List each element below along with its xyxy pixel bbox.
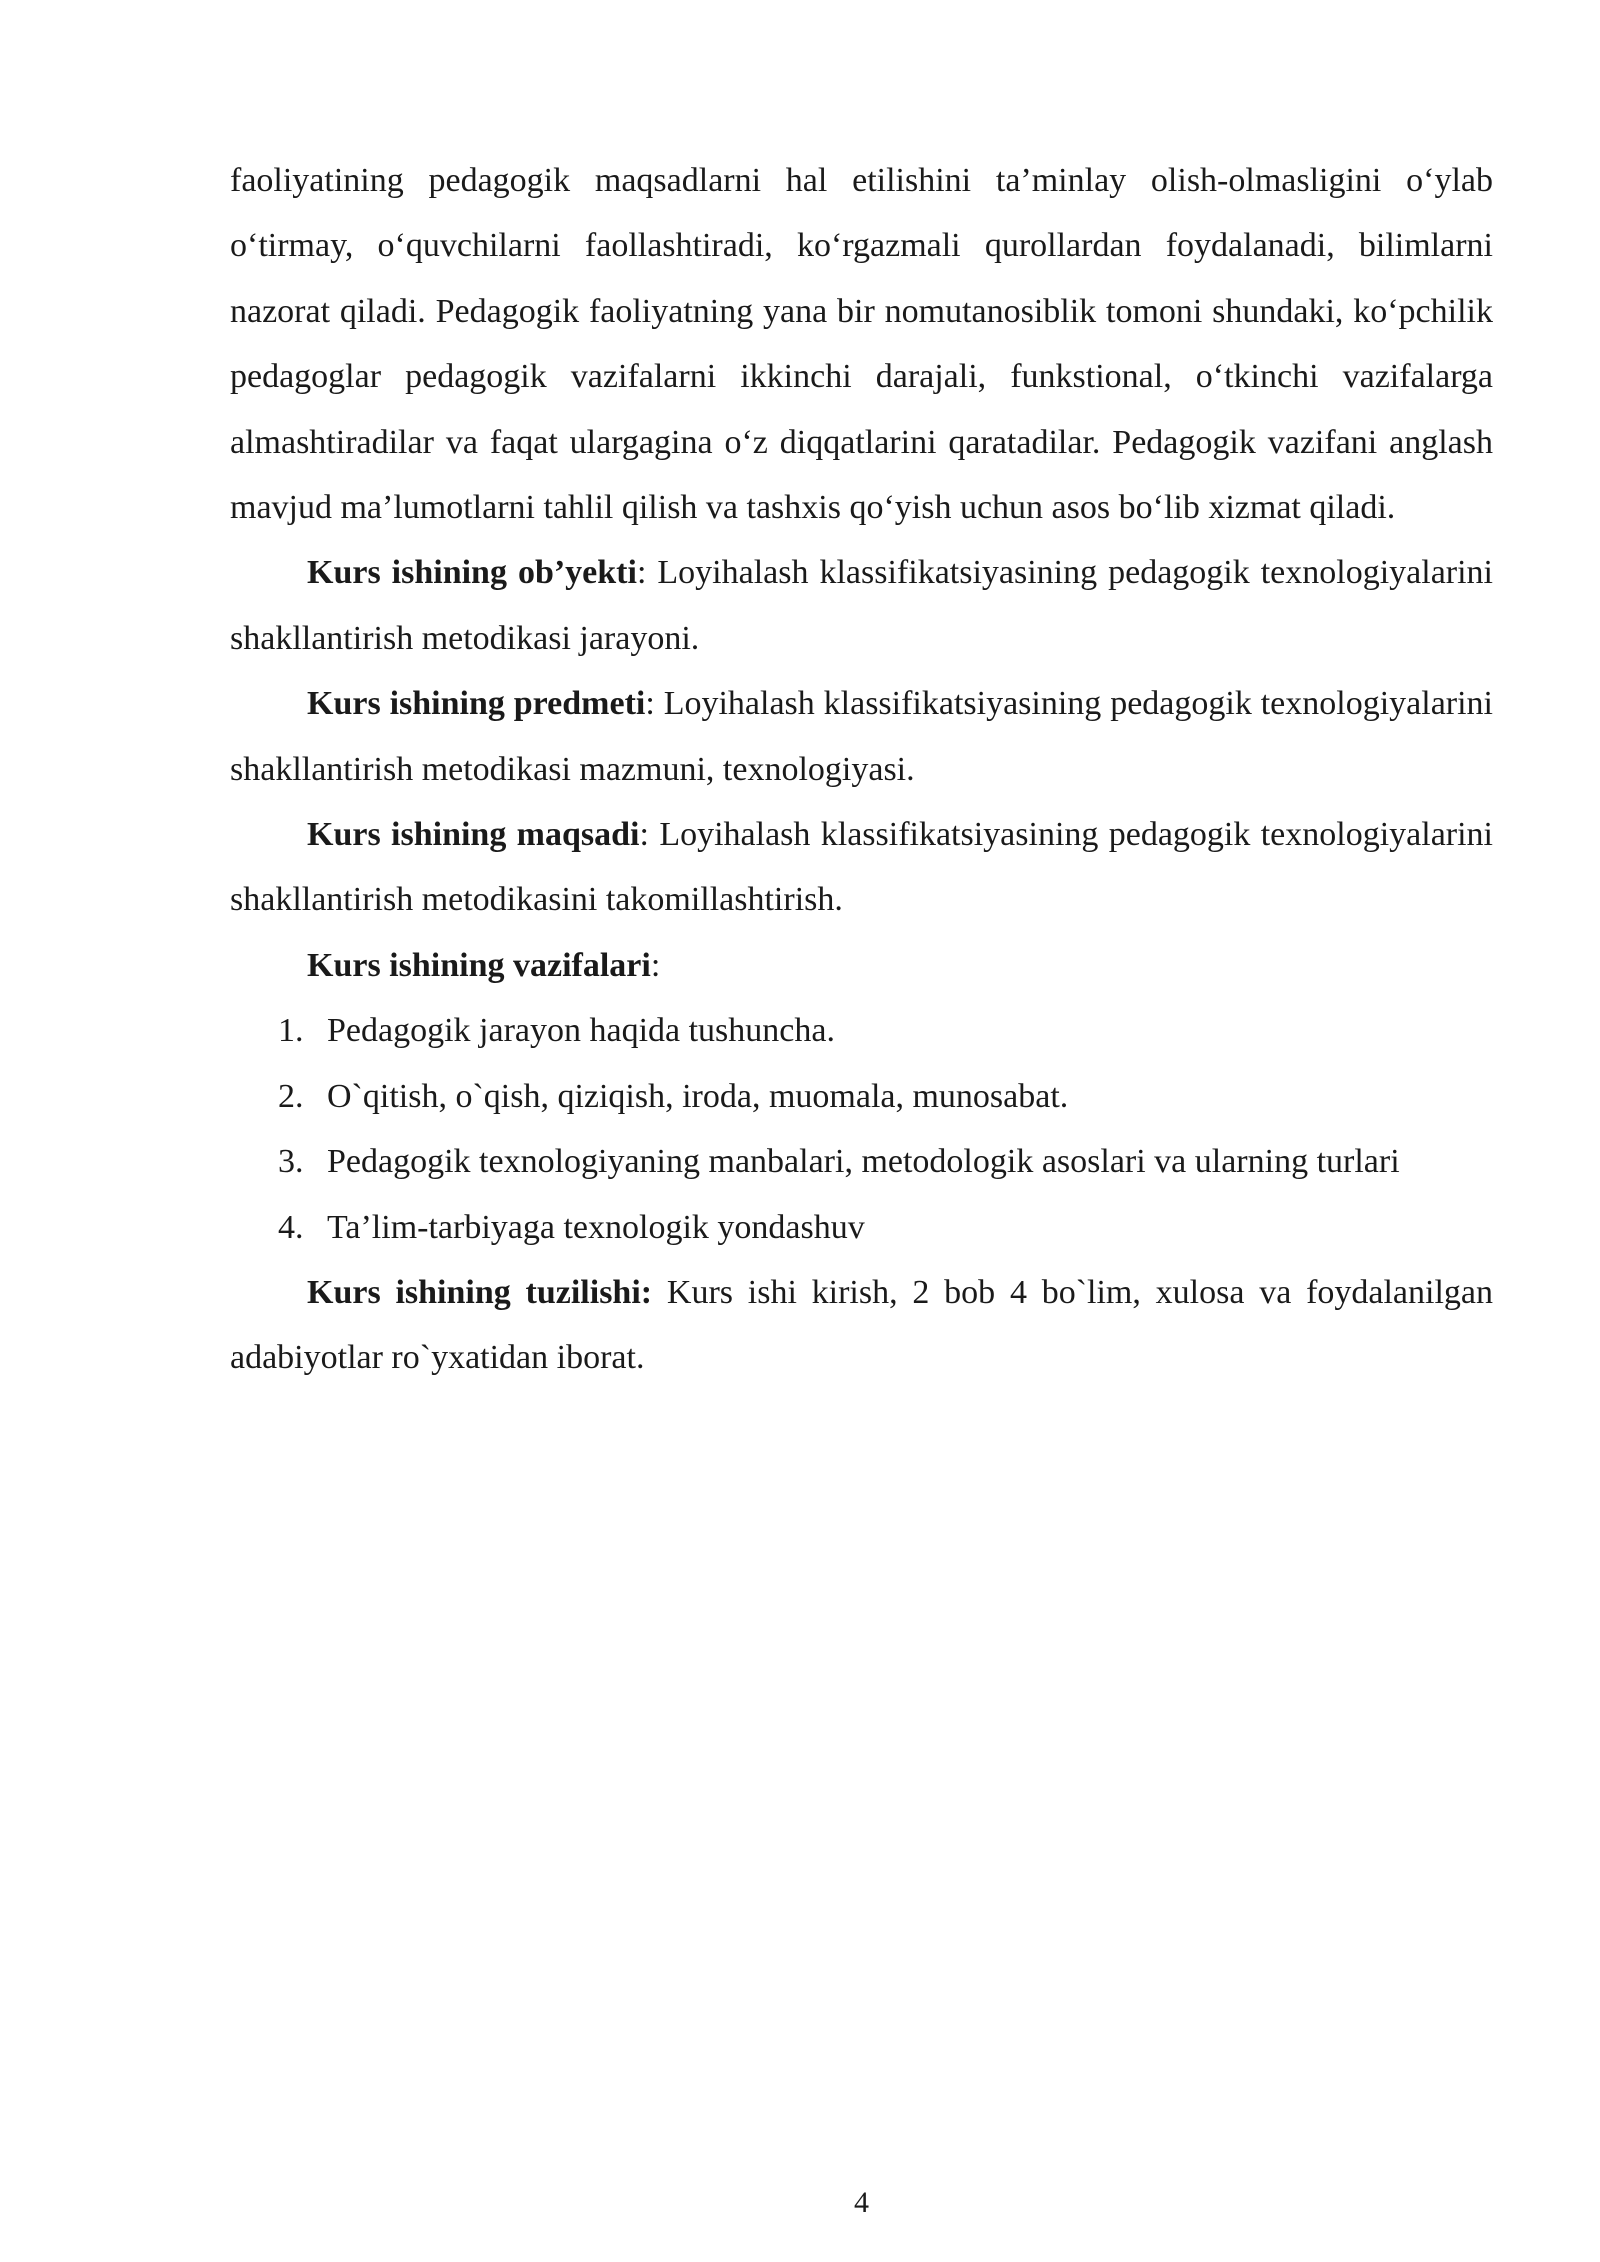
subject-paragraph [230, 671, 1493, 802]
goal-text: Loyihalash klassifikatsiyasining pedagogik texnologiyalarini shakllantirish metodikasini takomillashtirish. [230, 816, 1494, 919]
object-paragraph [230, 540, 1493, 671]
subject-separator: : [645, 685, 655, 723]
object-separator: : [636, 554, 647, 592]
tasks-list [230, 998, 1493, 1260]
object-text: Loyihalash klassifikatsiyasining pedagogik texnologiyalarini shakllantirish metodikasi jarayoni. [230, 554, 1493, 657]
list-item-number: 3. [278, 1143, 304, 1181]
list-item [230, 1064, 1493, 1129]
object-label: Kurs ishining ob’yekti [307, 554, 637, 592]
intro-paragraph: faoliyatining pedagogik maqsadlarni hal etilishini ta’minlay olish-olmasligini o‘ylab o‘tirmay, o‘quvchilarni faollashtiradi, ko‘rgazmali qurollardan foydalanadi, bilimlarni nazorat qiladi. Pedagogik faoliyatning yana bir nomutanosiblik tomoni shundaki, ko‘pchilik pedagoglar pedagogik vazifalarni ikkinchi darajali, funkstional, o‘tkinchi vazifalarga almashtiradilar va faqat ulargagina o‘z diqqatlarini qaratadilar. Pedagogik vazifani anglash mavjud ma’lumotlarni tahlil qilish va tashxis qo‘yish uchun asos bo‘lib xizmat qiladi. [230, 162, 1493, 527]
list-item-text: Pedagogik texnologiyaning manbalari, metodologik asoslari va ularning turlari [327, 1143, 1400, 1181]
list-item-text: O`qitish, o`qish, qiziqish, iroda, muomala, munosabat. [327, 1077, 1069, 1115]
list-item [230, 998, 1493, 1063]
list-item-number: 4. [278, 1208, 304, 1246]
goal-label: Kurs ishining maqsadi [307, 816, 640, 854]
subject-label: Kurs ishining predmeti [307, 685, 646, 723]
goal-paragraph [230, 802, 1493, 933]
document-body [230, 148, 1493, 1391]
list-item-number: 2. [278, 1077, 304, 1115]
tasks-heading [230, 933, 1493, 998]
list-item-number: 1. [278, 1012, 304, 1050]
goal-separator: : [639, 816, 649, 854]
structure-label: Kurs ishining tuzilishi: [307, 1273, 653, 1311]
list-item [230, 1195, 1493, 1260]
tasks-label: Kurs ishining vazifalari [307, 946, 651, 984]
page-number: 4 [854, 2186, 869, 2219]
list-item-text: Ta’lim-tarbiyaga texnologik yondashuv [327, 1208, 865, 1246]
tasks-separator: : [650, 946, 661, 984]
subject-text: Loyihalash klassifikatsiyasining pedagogik texnologiyalarini shakllantirish metodikasi mazmuni, texnologiyasi. [230, 685, 1493, 788]
list-item-text: Pedagogik jarayon haqida tushuncha. [327, 1012, 835, 1050]
list-item [230, 1129, 1493, 1194]
structure-paragraph [230, 1260, 1493, 1391]
structure-text: Kurs ishi kirish, 2 bob 4 bo`lim, xulosa va foydalanilgan adabiyotlar ro`yxatidan iborat. [230, 1273, 1494, 1377]
